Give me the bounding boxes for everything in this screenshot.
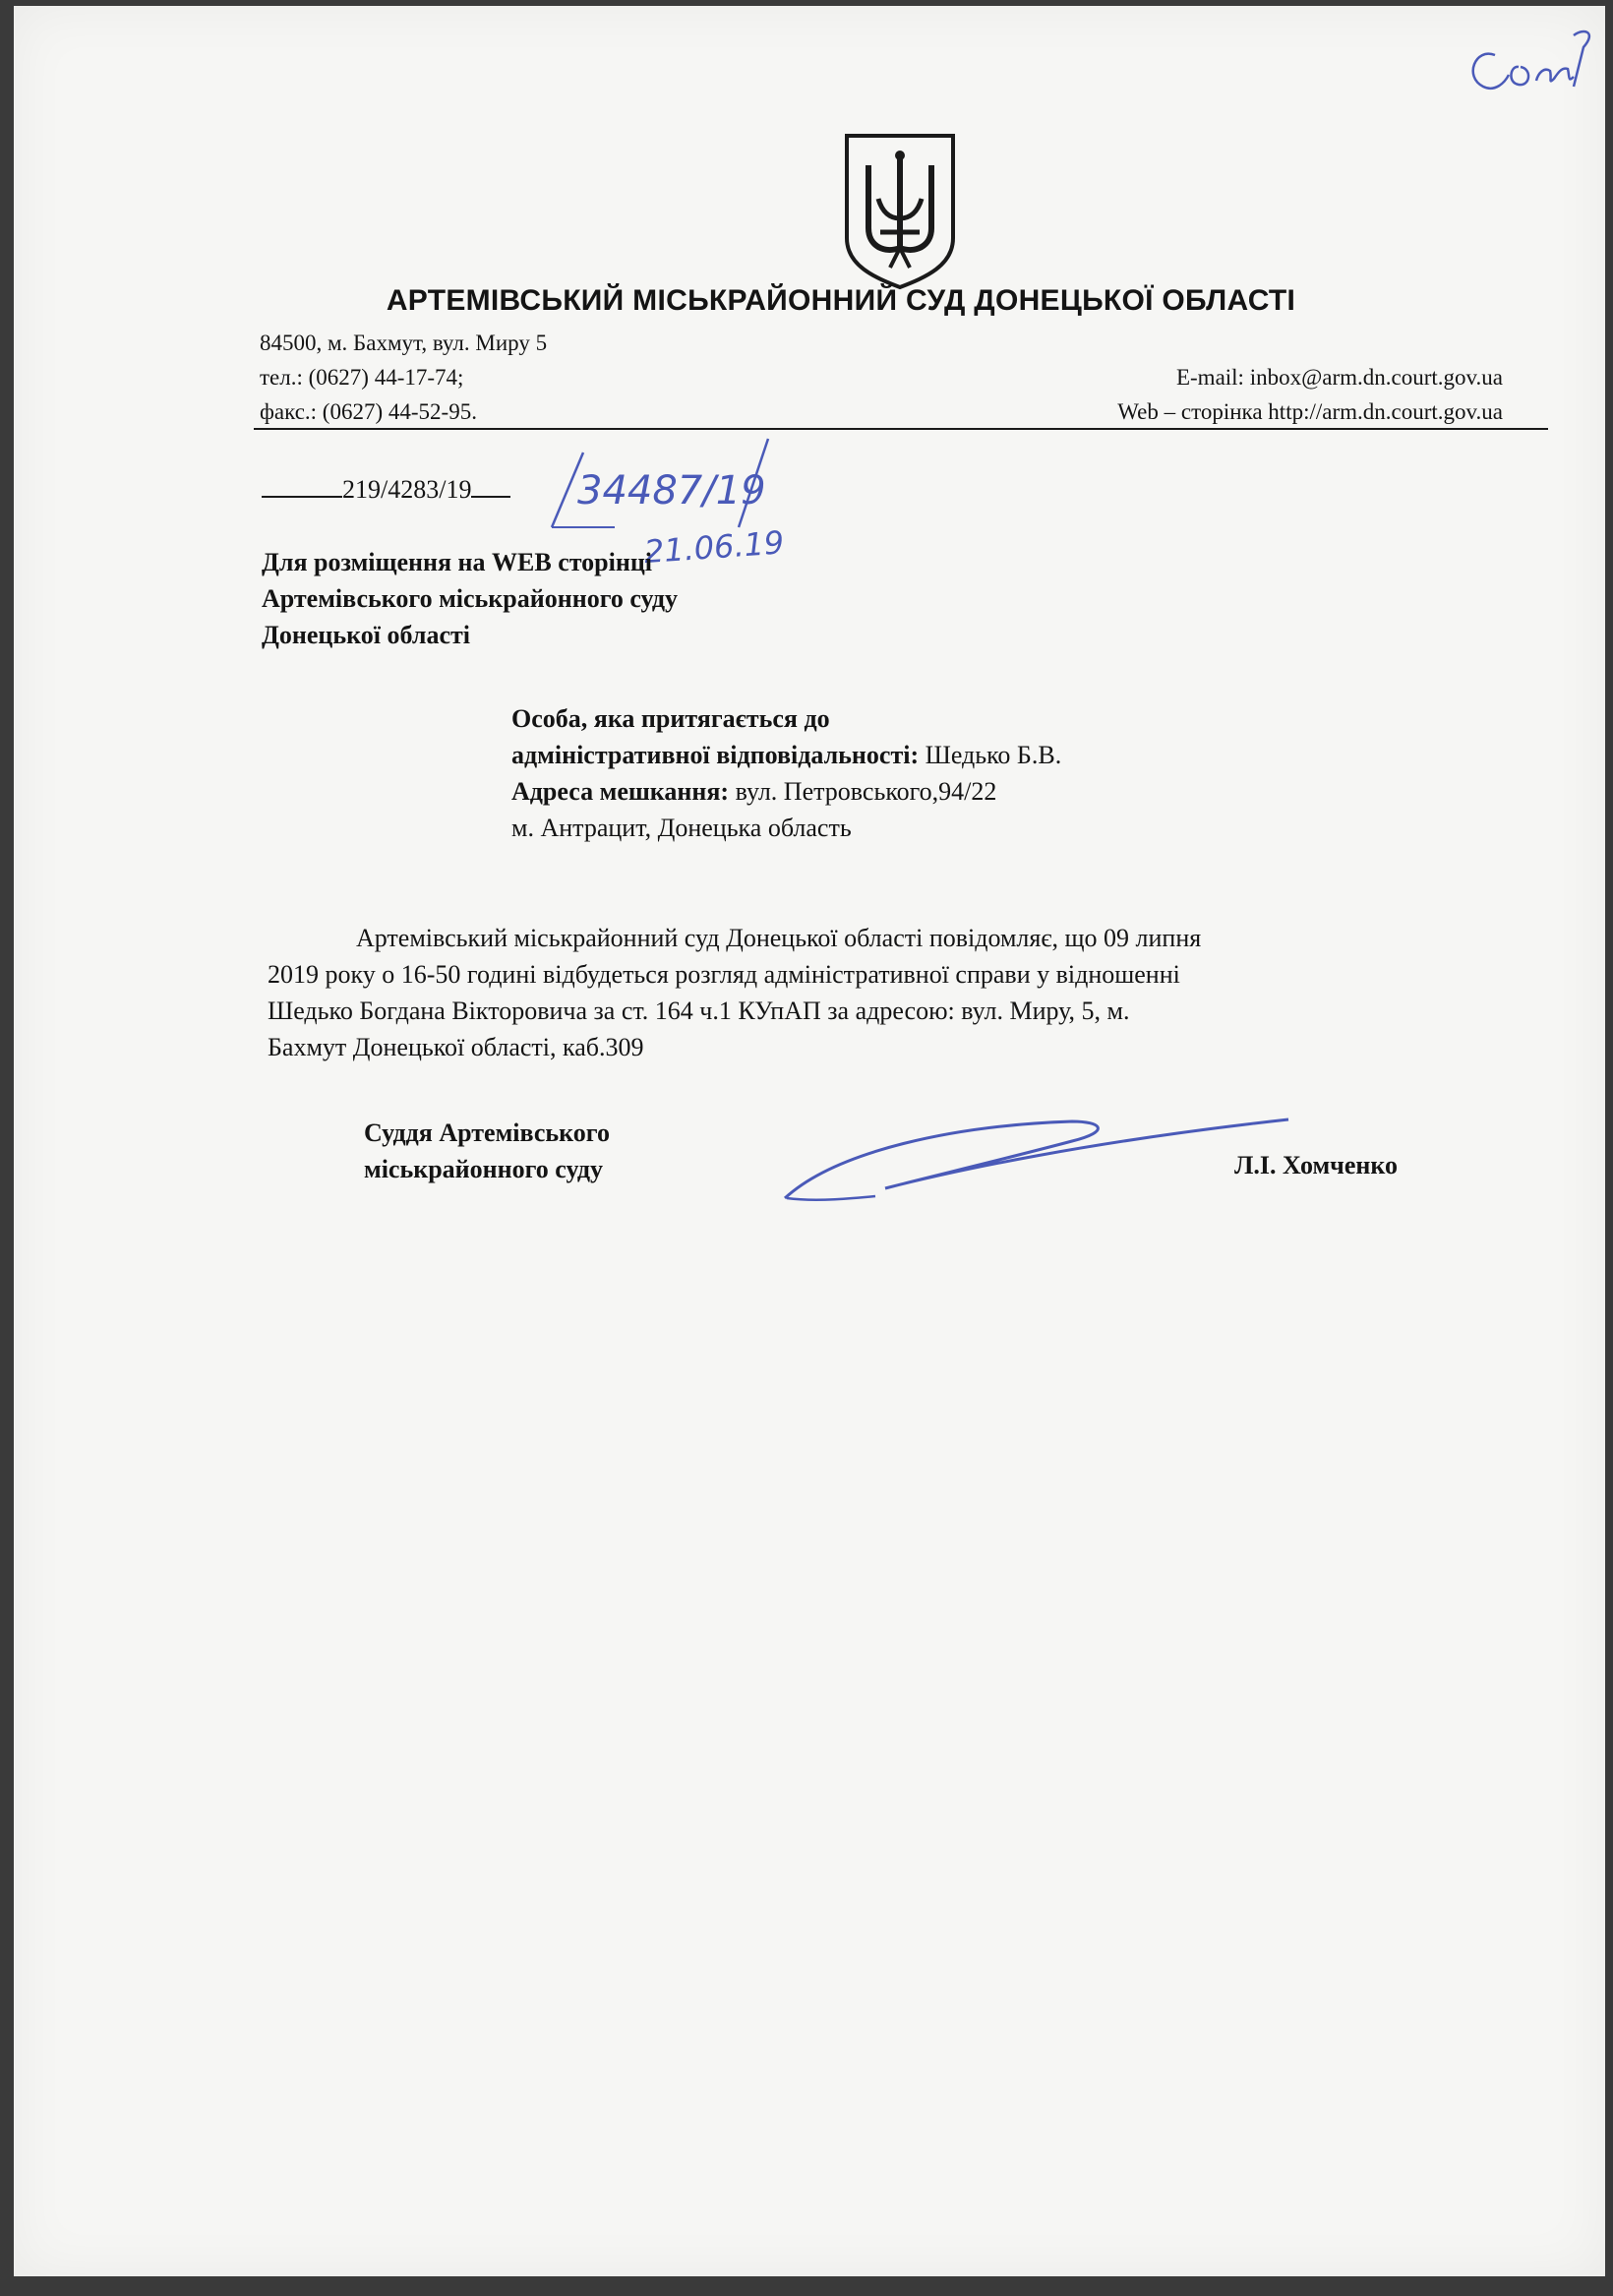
case-number: 219/4283/19 [342, 475, 472, 504]
court-phone: тел.: (0627) 44-17-74; [260, 365, 464, 390]
coat-of-arms-icon [841, 130, 959, 291]
court-email[interactable]: E-mail: inbox@arm.dn.court.gov.ua [1175, 365, 1503, 390]
court-contact-left [260, 326, 547, 429]
court-title: АРТЕМІВСЬКИЙ МІСЬКРАЙОННИЙ СУД ДОНЕЦЬКОЇ ОБЛАСТІ [386, 284, 1296, 317]
recipient-block [262, 544, 678, 653]
recipient-line-2: Артемівського міськрайонного суду [262, 584, 679, 613]
court-address: 84500, м. Бахмут, вул. Миру 5 [260, 331, 548, 355]
judge-title-line-2: міськрайонного суду [364, 1155, 603, 1183]
person-name: Шедько Б.В. [925, 741, 1062, 769]
judge-title [364, 1115, 610, 1187]
recipient-line-3: Донецької області [262, 621, 470, 649]
person-label-line-1: Особа, яка притягається до [511, 704, 830, 733]
person-label-line-2: адміністративної відповідальності: [511, 741, 920, 769]
court-fax: факс.: (0627) 44-52-95. [260, 399, 477, 424]
judge-title-line-1: Суддя Артемівського [364, 1118, 610, 1147]
notice-body [268, 920, 1469, 1065]
body-line-2: 2019 року о 16-50 годині відбудеться розгляд адміністративної справи у відношенні [268, 960, 1180, 989]
recipient-line-1: Для розміщення на WEB сторінці [262, 548, 653, 576]
handwritten-corner-mark [1436, 18, 1603, 106]
judge-name: Л.І. Хомченко [1234, 1151, 1399, 1179]
reference-number-line [262, 474, 510, 505]
svg-text:Сем: Сем [1456, 57, 1458, 58]
body-line-3: Шедько Богдана Вікторовича за ст. 164 ч.1 КУпАП за адресою: вул. Миру, 5, м. [268, 997, 1130, 1025]
header-divider [254, 428, 1548, 430]
address-label: Адреса мешкання: [511, 777, 730, 806]
body-line-1: Артемівський міськрайонний суд Донецької області повідомляє, що 09 липня [356, 924, 1202, 952]
body-line-4: Бахмут Донецької області, каб.309 [268, 1033, 644, 1061]
address-line-1: вул. Петровського,94/22 [735, 777, 997, 806]
court-website[interactable]: Web – сторінка http://arm.dn.court.gov.ua [1117, 399, 1503, 424]
svg-text:34487/19: 34487/19 [577, 468, 766, 514]
svg-text:21.06.19: 21.06.19 [642, 523, 786, 572]
address-line-2: м. Антрацит, Донецька область [511, 814, 852, 842]
person-block [511, 700, 1061, 846]
